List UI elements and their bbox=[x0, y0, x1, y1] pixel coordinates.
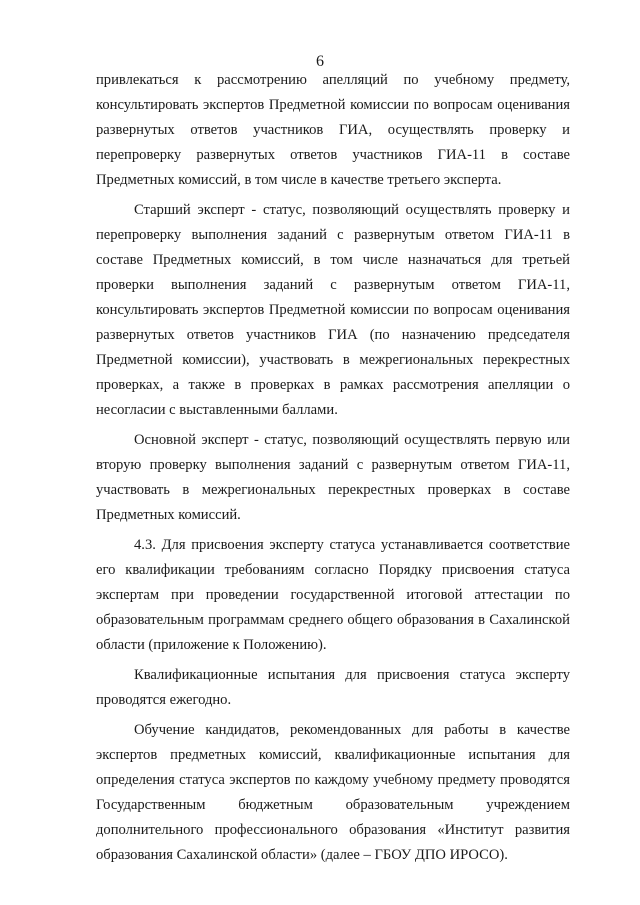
paragraph-status-assignment: 4.3. Для присвоения эксперту статуса устанавливается соответствие его квалификации требованиям согласно Порядку присвоения статуса экспертам при проведении государственной итоговой аттестации по образовательным программам среднего общего образования в Сахалинской области (приложение к Положению). bbox=[96, 537, 570, 653]
document-body bbox=[96, 68, 570, 873]
paragraph-qualification-tests: Квалификационные испытания для присвоения статуса эксперту проводятся ежегодно. bbox=[96, 667, 570, 708]
page-number: 6 bbox=[316, 53, 324, 70]
paragraph-senior-expert: Старший эксперт - статус, позволяющий осуществлять проверку и перепроверку выполнения заданий с развернутым ответом ГИА-11 в составе Предметных комиссий, в том числе назначаться для третьей проверки выполнения заданий с развернутым ответом ГИА-11, консультировать экспертов Предметной комиссии по вопросам оценивания развернутых ответов участников ГИА (по назначению председателя Предметной комиссии), участвовать в межрегиональных перекрестных проверках, а также в проверках в рамках рассмотрения апелляции о несогласии с выставленными баллами. bbox=[96, 202, 570, 418]
paragraph-candidate-training: Обучение кандидатов, рекомендованных для работы в качестве экспертов предметных комиссий, квалификационные испытания для определения статуса экспертов по каждому учебному предмету проводятся Государственным бюджетным образовательным учреждением дополнительного профессионального образования «Институт развития образования Сахалинской области» (далее – ГБОУ ДПО ИРОСО). bbox=[96, 722, 570, 863]
paragraph-continuation: привлекаться к рассмотрению апелляций по учебному предмету, консультировать экспертов Предметной комиссии по вопросам оценивания развернутых ответов участников ГИА, осуществлять проверку и перепроверку развернутых ответов участников ГИА-11 в составе Предметных комиссий, в том числе в качестве третьего эксперта. bbox=[96, 72, 570, 188]
paragraph-main-expert: Основной эксперт - статус, позволяющий осуществлять первую или вторую проверку выполнения заданий с развернутым ответом ГИА-11, участвовать в межрегиональных перекрестных проверках в составе Предметных комиссий. bbox=[96, 432, 570, 523]
